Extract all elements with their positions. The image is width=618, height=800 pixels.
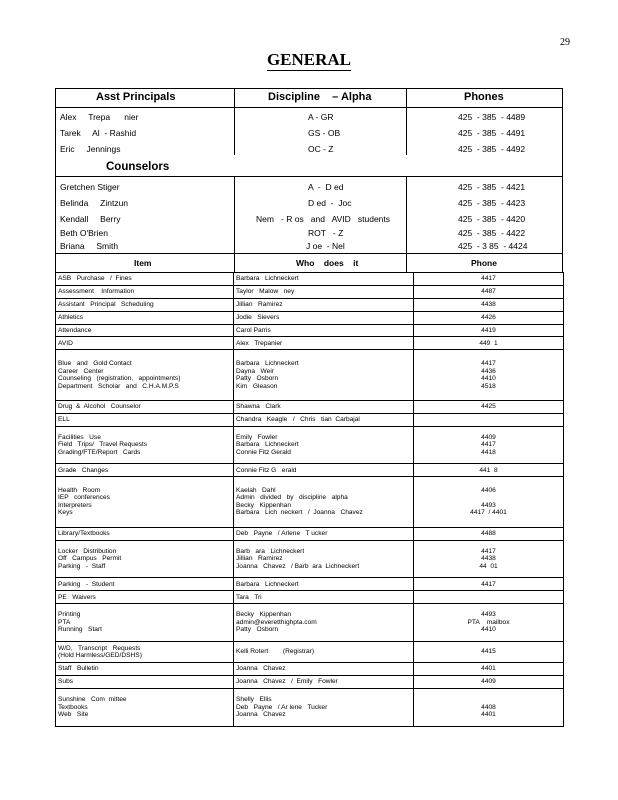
asst-principal-name: Eric Jennings <box>60 144 121 154</box>
item-cell: Assessment Information <box>56 285 234 298</box>
item-cell: Printing PTA Running Start <box>56 604 234 642</box>
item-cell: Locker Distribution Off Campus Permit Parking - Staff <box>56 540 234 578</box>
phone-cell: 4401 <box>414 663 564 676</box>
item-cell: Parking - Student <box>56 578 234 591</box>
item-cell: Grade Changes <box>56 464 234 477</box>
phone-cell <box>414 591 564 604</box>
table-row <box>56 642 564 663</box>
items-table-body <box>56 273 564 727</box>
who-cell: Joanna Chavez <box>234 663 414 676</box>
item-cell: Drug & Alcohol Counselor <box>56 400 234 413</box>
table-row <box>56 311 564 324</box>
who-cell: Kelli Rotert (Registrar) <box>234 642 414 663</box>
page-number: 29 <box>560 37 570 48</box>
table-row <box>56 426 564 464</box>
phone-cell: 4417 4438 44 01 <box>414 540 564 578</box>
counselor-name: Gretchen Stiger <box>60 182 120 192</box>
phone-cell: 4438 <box>414 298 564 311</box>
asst-principal-alpha: OC - Z <box>308 144 334 154</box>
counselor-phone: 425 - 385 - 4422 <box>458 228 526 238</box>
item-cell: Assistant Principal Scheduling <box>56 298 234 311</box>
table-row <box>56 540 564 578</box>
phone-cell: 4408 4401 <box>414 688 564 726</box>
phone-cell: 4425 <box>414 400 564 413</box>
items-header-phone: Phone <box>471 258 497 268</box>
asst-principal-phone: 425 - 385 - 4489 <box>458 112 526 122</box>
who-cell: Chandra Keagle / Chris tian Carbajal <box>234 413 414 426</box>
header-phones: Phones <box>464 91 504 103</box>
asst-principal-phone: 425 - 385 - 4491 <box>458 128 526 138</box>
item-cell: Attendance <box>56 324 234 337</box>
phone-cell: 4417 4436 4410 4518 <box>414 350 564 400</box>
item-cell: Blue and Gold Contact Career Center Counseling (registration, appointments) Department Scholar and C.H.A.M.P.S <box>56 350 234 400</box>
item-cell: ELL <box>56 413 234 426</box>
phone-cell: 4488 <box>414 527 564 540</box>
counselor-phone: 425 - 385 - 4421 <box>458 182 526 192</box>
divider <box>406 89 407 107</box>
who-cell: Joanna Chavez / Emily Fowler <box>234 676 414 689</box>
table-row <box>56 604 564 642</box>
items-header-item: Item <box>134 258 152 268</box>
item-cell: Staff Bulletin <box>56 663 234 676</box>
asst-principal-alpha: GS - OB <box>308 128 341 138</box>
table-row <box>56 527 564 540</box>
header-asst-principals: Asst Principals <box>96 91 176 103</box>
divider <box>406 177 407 253</box>
counselor-phone: 425 - 385 - 4420 <box>458 214 526 224</box>
asst-principal-name: Tarek Al - Rashid <box>60 128 137 138</box>
phone-cell: 4493 PTA mailbox 4410 <box>414 604 564 642</box>
phone-cell: 4409 4417 4418 <box>414 426 564 464</box>
divider <box>234 89 235 107</box>
phone-cell: 4419 <box>414 324 564 337</box>
who-cell: Barb ara Lichneckert Jillian Ramirez Joanna Chavez / Barb ara Lichneckert <box>234 540 414 578</box>
item-cell: AVID <box>56 337 234 350</box>
item-cell: PE Waivers <box>56 591 234 604</box>
table-row <box>56 688 564 726</box>
phone-cell: 4406 4493 4417 / 4401 <box>414 477 564 527</box>
who-cell: Shawna Clark <box>234 400 414 413</box>
who-cell: Barbara Lichneckert <box>234 578 414 591</box>
counselor-alpha: J oe - Nel <box>306 241 345 251</box>
who-cell: Carol Parris <box>234 324 414 337</box>
asst-principal-name: Alex Trepa nier <box>60 112 139 122</box>
asst-principals-block <box>55 107 563 177</box>
item-cell: Subs <box>56 676 234 689</box>
item-cell: Library/Textbooks <box>56 527 234 540</box>
items-header-row <box>55 253 563 273</box>
who-cell: Emily Fowler Barbara Lichneckert Connie Fitz Gerald <box>234 426 414 464</box>
table-row <box>56 477 564 527</box>
who-cell: Shelly Ellis Deb Payne / Ar lene Tucker Joanna Chavez <box>234 688 414 726</box>
who-cell: Tara Tri <box>234 591 414 604</box>
who-cell: Jillian Ramirez <box>234 298 414 311</box>
phone-cell: 4426 <box>414 311 564 324</box>
table-row <box>56 324 564 337</box>
phone-cell: 4415 <box>414 642 564 663</box>
divider <box>234 254 235 272</box>
counselor-alpha: ROT - Z <box>308 228 344 238</box>
counselors-title: Counselors <box>106 161 170 173</box>
phone-cell: 4417 <box>414 578 564 591</box>
header-discipline-alpha: Discipline – Alpha <box>268 91 372 103</box>
table-row <box>56 464 564 477</box>
phone-cell: 4409 <box>414 676 564 689</box>
counselor-phone: 425 - 385 - 4423 <box>458 198 526 208</box>
counselor-alpha: D ed - Joc <box>308 198 352 208</box>
phone-cell: 4487 <box>414 285 564 298</box>
table-row <box>56 663 564 676</box>
who-cell: Barbara Lichneckert <box>234 273 414 286</box>
who-cell: Jodie Sievers <box>234 311 414 324</box>
who-cell: Connie Fitz G erald <box>234 464 414 477</box>
divider <box>406 107 407 155</box>
item-cell: Sunshine Com mittee Textbooks Web Site <box>56 688 234 726</box>
table-row <box>56 591 564 604</box>
table-row <box>56 413 564 426</box>
page-title <box>0 50 618 70</box>
counselor-name: Belinda Zintzun <box>60 198 129 208</box>
page-title-text: GENERAL <box>266 50 352 69</box>
item-cell: Health Room IEP conferences Interpreters Keys <box>56 477 234 527</box>
who-cell: Deb Payne / Arlene T ucker <box>234 527 414 540</box>
phone-cell: 441 8 <box>414 464 564 477</box>
phone-cell <box>414 413 564 426</box>
who-cell: Taylor Malow ney <box>234 285 414 298</box>
divider <box>406 254 407 272</box>
counselor-name: Kendall Berry <box>60 214 121 224</box>
table-row <box>56 298 564 311</box>
phone-cell: 4417 <box>414 273 564 286</box>
item-cell: W/D, Transcript Requests (Hold Harmless/GED/DSHS) <box>56 642 234 663</box>
who-cell: Kaelah Dahl Admin divided by discipline alpha Becky Kippenhan Barbara Lich neckert / Joanna Chavez <box>234 477 414 527</box>
table-row <box>56 273 564 286</box>
divider <box>234 177 235 253</box>
divider <box>234 107 235 155</box>
table-row <box>56 578 564 591</box>
items-table <box>55 272 564 727</box>
table-row <box>56 337 564 350</box>
table-row <box>56 400 564 413</box>
counselor-alpha: Nem - R os and AVID students <box>256 214 391 224</box>
who-cell: Alex Trepanier <box>234 337 414 350</box>
item-cell: Athletics <box>56 311 234 324</box>
counselor-name: Briana Smith <box>60 241 119 251</box>
who-cell: Becky Kippenhan admin@everetthighpta.com Patty Osborn <box>234 604 414 642</box>
counselor-name: Beth O'Brien <box>60 228 108 238</box>
asst-principal-phone: 425 - 385 - 4492 <box>458 144 526 154</box>
table-row <box>56 676 564 689</box>
counselor-alpha: A - D ed <box>308 182 344 192</box>
items-header-who: Who does it <box>296 258 359 268</box>
item-cell: Facilities Use Field Trips/ Travel Requests Grading/FTE/Report Cards <box>56 426 234 464</box>
staff-header-row <box>55 88 563 108</box>
phone-cell: 449 1 <box>414 337 564 350</box>
asst-principal-alpha: A - GR <box>308 112 334 122</box>
table-row <box>56 285 564 298</box>
who-cell: Barbara Lichneckert Dayna Weir Patty Osborn Kim Gleason <box>234 350 414 400</box>
counselors-block <box>55 176 563 254</box>
table-row <box>56 350 564 400</box>
counselor-phone: 425 - 3 85 - 4424 <box>458 241 528 251</box>
item-cell: ASB Purchase / Fines <box>56 273 234 286</box>
